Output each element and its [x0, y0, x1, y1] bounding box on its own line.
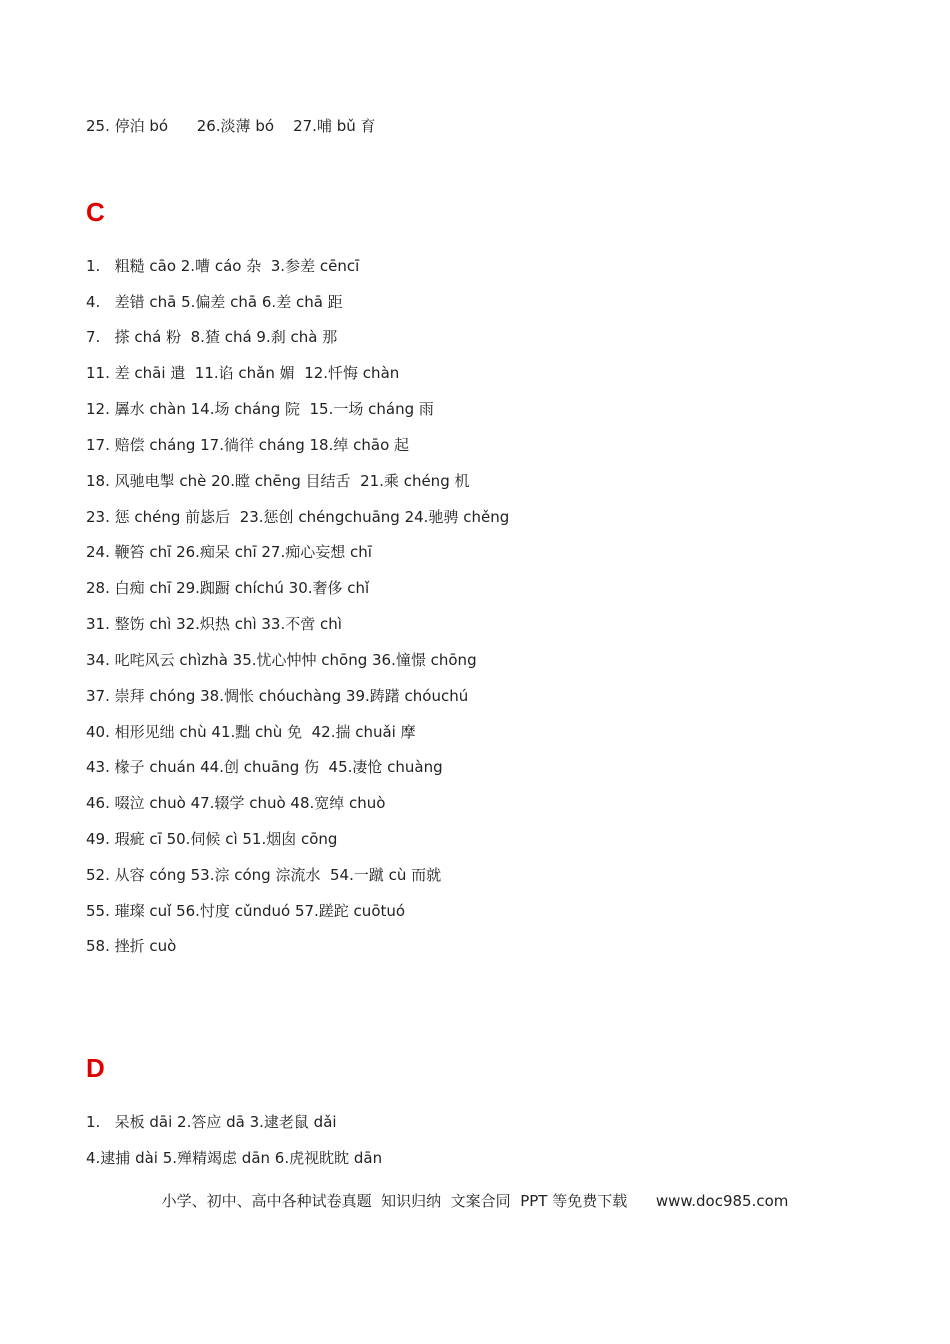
list-item: 17. 赔偿 cháng 17.徜徉 cháng 18.绰 chāo 起 — [86, 436, 410, 454]
list-item: 1. 粗糙 cāo 2.嘈 cáo 杂 3.参差 cēncī — [86, 257, 360, 275]
list-item: 7. 搽 chá 粉 8.猹 chá 9.刹 chà 那 — [86, 328, 338, 346]
list-item: 1. 呆板 dāi 2.答应 dā 3.逮老鼠 dǎi — [86, 1113, 337, 1131]
list-item: 40. 相形见绌 chù 41.黜 chù 免 42.揣 chuǎi 摩 — [86, 723, 416, 741]
list-item: 11. 差 chāi 遣 11.谄 chǎn 媚 12.忏悔 chàn — [86, 364, 400, 382]
section-heading-d: D — [86, 1053, 105, 1083]
list-item: 12. 羼水 chàn 14.场 cháng 院 15.一场 cháng 雨 — [86, 400, 434, 418]
list-item: 58. 挫折 cuò — [86, 937, 177, 955]
list-item: 28. 白痴 chī 29.踟蹰 chíchú 30.奢侈 chǐ — [86, 579, 370, 597]
list-item: 4.逮捕 dài 5.殚精竭虑 dān 6.虎视眈眈 dān — [86, 1149, 383, 1167]
list-item: 55. 璀璨 cuǐ 56.忖度 cǔnduó 57.蹉跎 cuōtuó — [86, 902, 406, 920]
top-line: 25. 停泊 bó 26.淡薄 bó 27.哺 bǔ 育 — [86, 117, 376, 135]
list-item: 37. 崇拜 chóng 38.惆怅 chóuchàng 39.踌躇 chóuchú — [86, 687, 469, 705]
list-item: 46. 啜泣 chuò 47.辍学 chuò 48.宽绰 chuò — [86, 794, 386, 812]
list-item: 34. 叱咤风云 chìzhà 35.忧心忡忡 chōng 36.憧憬 chōng — [86, 651, 477, 669]
list-item: 24. 鞭笞 chī 26.痴呆 chī 27.痴心妄想 chī — [86, 543, 372, 561]
footer-text: 小学、初中、高中各种试卷真题 知识归纳 文案合同 PPT 等免费下载 www.doc985.com — [161, 1192, 789, 1210]
list-item: 4. 差错 chā 5.偏差 chā 6.差 chā 距 — [86, 293, 343, 311]
list-item: 31. 整饬 chì 32.炽热 chì 33.不啻 chì — [86, 615, 342, 633]
list-item: 52. 从容 cóng 53.淙 cóng 淙流水 54.一蹴 cù 而就 — [86, 866, 442, 884]
list-item: 18. 风驰电掣 chè 20.瞠 chēng 目结舌 21.乘 chéng 机 — [86, 472, 470, 490]
section-heading-c: C — [86, 197, 105, 227]
list-item: 49. 瑕疵 cī 50.伺候 cì 51.烟囱 cōng — [86, 830, 338, 848]
list-item: 43. 椽子 chuán 44.创 chuāng 伤 45.凄怆 chuàng — [86, 758, 443, 776]
list-item: 23. 惩 chéng 前毖后 23.惩创 chéngchuāng 24.驰骋 chěng — [86, 508, 510, 526]
